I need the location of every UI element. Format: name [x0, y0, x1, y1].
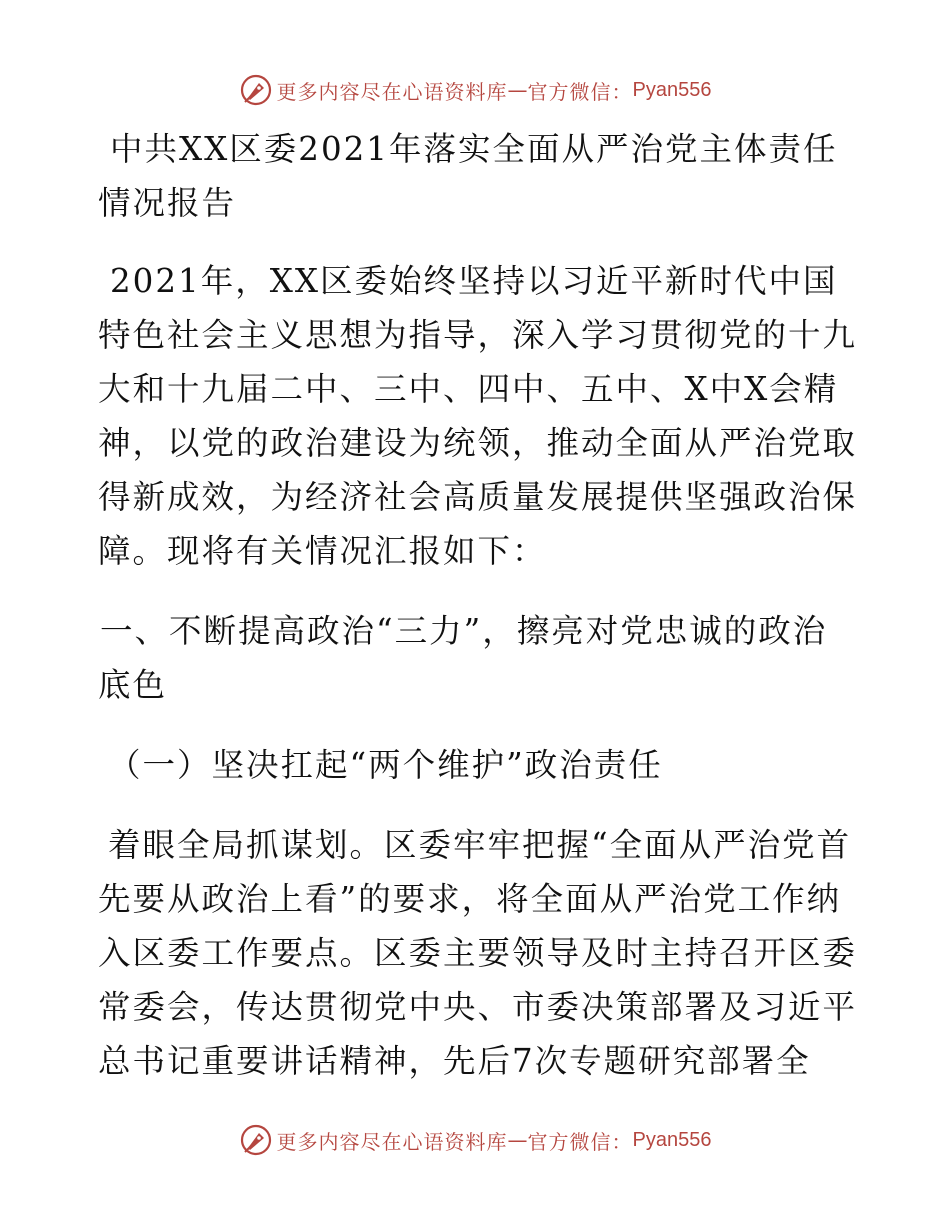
subsection-heading-1: （一）坚决扛起“两个维护”政治责任: [108, 746, 663, 784]
watermark-wechat-label: 官方微信：: [527, 1129, 633, 1154]
body-paragraph-1: 着眼全局抓谋划。区委牢牢把握“全面从严治党首先要从政治上看”的要求，将全面从严治党工作纳入区委工作要点。区委主要领导及时主持召开区委常委会，传达贯彻党中央、市委决策部署及习近平总书记重要讲话精神，先后7次专题研究部署全: [98, 826, 858, 1080]
section-heading-1: 一、不断提高政治“三力”，擦亮对党忠诚的政治底色: [98, 612, 828, 704]
watermark-brand-text: 更多内容尽在心语资料库: [276, 79, 508, 104]
watermark-wechat-id: Pyan556: [632, 78, 712, 101]
document-body: [98, 122, 858, 1088]
watermark-wechat-id: Pyan556: [632, 1128, 712, 1151]
watermark-separator: —: [507, 78, 528, 102]
watermark-banner-bottom: [0, 1120, 950, 1160]
watermark-brand-text: 更多内容尽在心语资料库: [276, 1129, 508, 1154]
watermark-separator: —: [507, 1128, 528, 1152]
pen-nib-logo-icon: [239, 1123, 273, 1157]
intro-paragraph: 2021年，XX区委始终坚持以习近平新时代中国特色社会主义思想为指导，深入学习贯彻党的十九大和十九届二中、三中、四中、五中、X中X会精神，以党的政治建设为统领，推动全面从严治党取得新成效，为经济社会高质量发展提供坚强政治保障。现将有关情况汇报如下：: [98, 262, 858, 570]
pen-nib-logo-icon: [239, 73, 273, 107]
watermark-wechat-label: 官方微信：: [527, 79, 633, 104]
document-title: 中共XX区委2021年落实全面从严治党主体责任情况报告: [98, 130, 838, 222]
watermark-banner-top: [0, 70, 950, 110]
